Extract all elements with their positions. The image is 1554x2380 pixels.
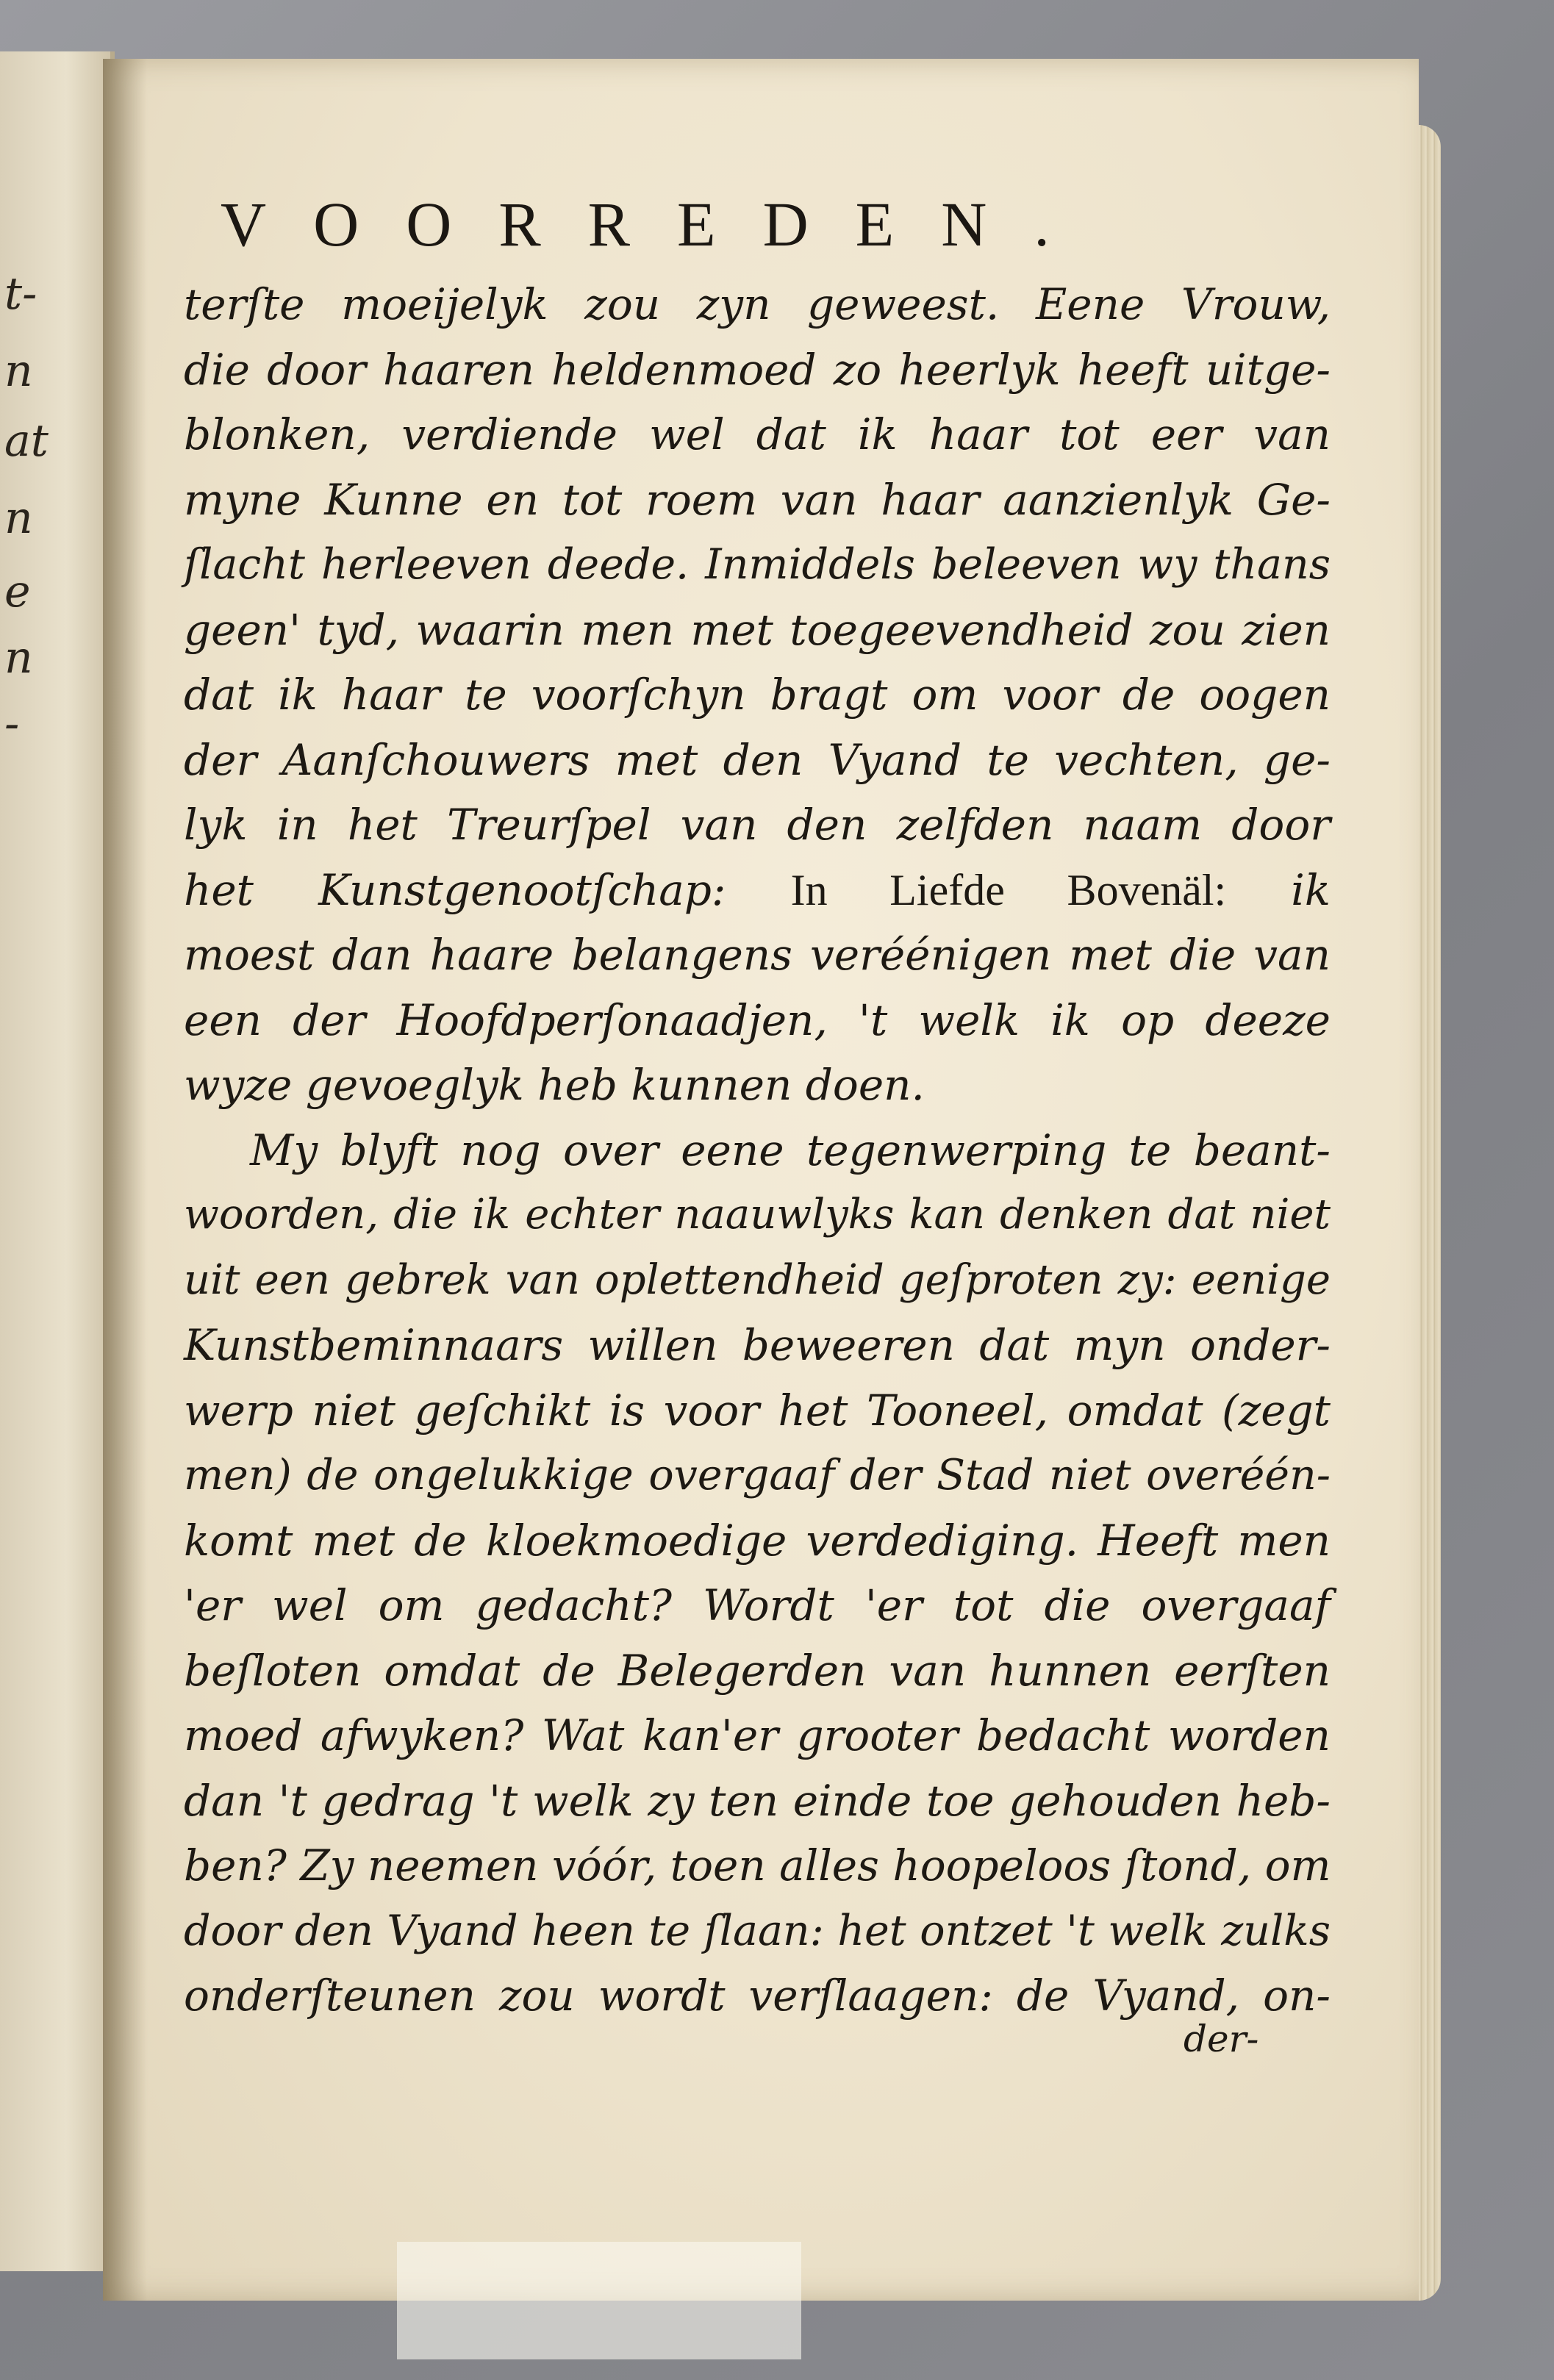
text-segment: ſlacht herleeven deede. Inmiddels beleeven wy thans	[184, 540, 1331, 589]
left-page-fragment: n	[4, 492, 33, 544]
text-line	[184, 598, 1331, 663]
text-line	[184, 467, 1331, 533]
text-line	[184, 1703, 1331, 1768]
text-segment: ik	[1226, 864, 1331, 915]
text-segment: door den Vyand heen te ſlaan: het ontzet 't welk zulks	[184, 1906, 1331, 1955]
text-segment: uit een gebrek van oplettendheid geſproten zy: eenige	[184, 1255, 1331, 1304]
text-segment: onderſteunen zou wordt verſlaagen: de Vyand, on-	[184, 1971, 1331, 2021]
text-segment: der Aanſchouwers met den Vyand te vechten, ge-	[184, 734, 1331, 785]
text-line	[184, 1248, 1331, 1313]
text-line	[184, 988, 1331, 1053]
text-segment: In Liefde Bovenäl:	[790, 865, 1227, 914]
text-segment: woorden, die ik echter naauwlyks kan denken dat niet	[184, 1191, 1331, 1239]
text-line	[184, 792, 1331, 858]
text-segment: een der Hoofdperſonaadjen, 't welk ik op deeze	[184, 994, 1331, 1045]
text-segment: ben? Zy neemen vóór, toen alles hoopeloos ſtond, om	[184, 1840, 1331, 1890]
text-line	[184, 1443, 1331, 1508]
text-line	[184, 1963, 1331, 2029]
text-segment: moed afwyken? Wat kan'er grooter bedacht worden	[184, 1710, 1331, 1760]
text-line	[184, 1573, 1331, 1638]
text-line	[184, 532, 1331, 598]
text-segment: men) de ongelukkige overgaaf der Stad niet overéén-	[184, 1451, 1331, 1499]
left-page-fragment: t-	[4, 268, 37, 320]
text-segment: lyk in het Treurſpel van den zelfden naam door	[184, 800, 1331, 850]
text-line	[184, 728, 1331, 793]
text-segment: komt met de kloekmoedige verdediging. Heeft men	[184, 1515, 1331, 1566]
left-page-fragment: e	[4, 566, 31, 617]
text-segment: geen' tyd, waarin men met toegeevendheid zou zien	[184, 604, 1331, 655]
text-line	[184, 272, 1331, 337]
text-segment: het Kunstgenootſchap:	[184, 864, 791, 915]
text-line	[184, 402, 1331, 467]
body-text	[184, 272, 1331, 2029]
text-line	[184, 1378, 1331, 1444]
text-line	[184, 1118, 1331, 1183]
text-line	[184, 1313, 1331, 1378]
text-line	[184, 1508, 1331, 1574]
spine-shadow	[103, 59, 147, 2301]
text-segment: terſte moeijelyk zou zyn geweest. Eene Vrouw,	[184, 279, 1331, 329]
paper-blot	[397, 2242, 801, 2359]
text-line	[184, 858, 1331, 923]
catchword: der-	[1184, 2018, 1259, 2060]
running-head: VOORREDEN.	[221, 189, 1097, 259]
text-line	[184, 1183, 1331, 1248]
book-page	[103, 59, 1419, 2301]
text-line	[184, 1833, 1331, 1899]
text-line	[184, 922, 1331, 988]
text-segment: dat ik haar te voorſchyn bragt om voor de oogen	[184, 670, 1331, 720]
text-segment: 'er wel om gedacht? Wordt 'er tot die overgaaf	[184, 1580, 1331, 1630]
left-page-fragment: -	[4, 698, 20, 750]
text-line	[184, 1053, 1331, 1118]
text-segment: wyze gevoeglyk heb kunnen doen.	[184, 1060, 925, 1110]
text-segment: die door haaren heldenmoed zo heerlyk heeft uitge-	[184, 344, 1331, 395]
previous-page	[0, 51, 115, 2271]
left-page-fragment: n	[4, 345, 33, 397]
text-line	[184, 337, 1331, 403]
left-page-fragment: at	[4, 415, 49, 467]
left-page-fragment: n	[4, 632, 33, 684]
text-segment: dan 't gedrag 't welk zy ten einde toe gehouden heb-	[184, 1775, 1331, 1826]
text-segment: moest dan haare belangens veréénigen met die van	[184, 930, 1331, 980]
text-line	[184, 1899, 1331, 1964]
text-line	[184, 1768, 1331, 1834]
text-segment: blonken, verdiende wel dat ik haar tot eer van	[184, 409, 1331, 459]
text-segment: myne Kunne en tot roem van haar aanzienlyk Ge-	[184, 474, 1331, 525]
text-line	[184, 1638, 1331, 1704]
text-segment: My blyft nog over eene tegenwerping te beant-	[250, 1125, 1331, 1175]
text-segment: werp niet geſchikt is voor het Tooneel, omdat (zegt	[184, 1385, 1331, 1435]
text-segment: beſloten omdat de Belegerden van hunnen eerſten	[184, 1645, 1331, 1696]
text-segment: Kunstbeminnaars willen beweeren dat myn onder-	[184, 1320, 1331, 1370]
text-line	[184, 662, 1331, 728]
